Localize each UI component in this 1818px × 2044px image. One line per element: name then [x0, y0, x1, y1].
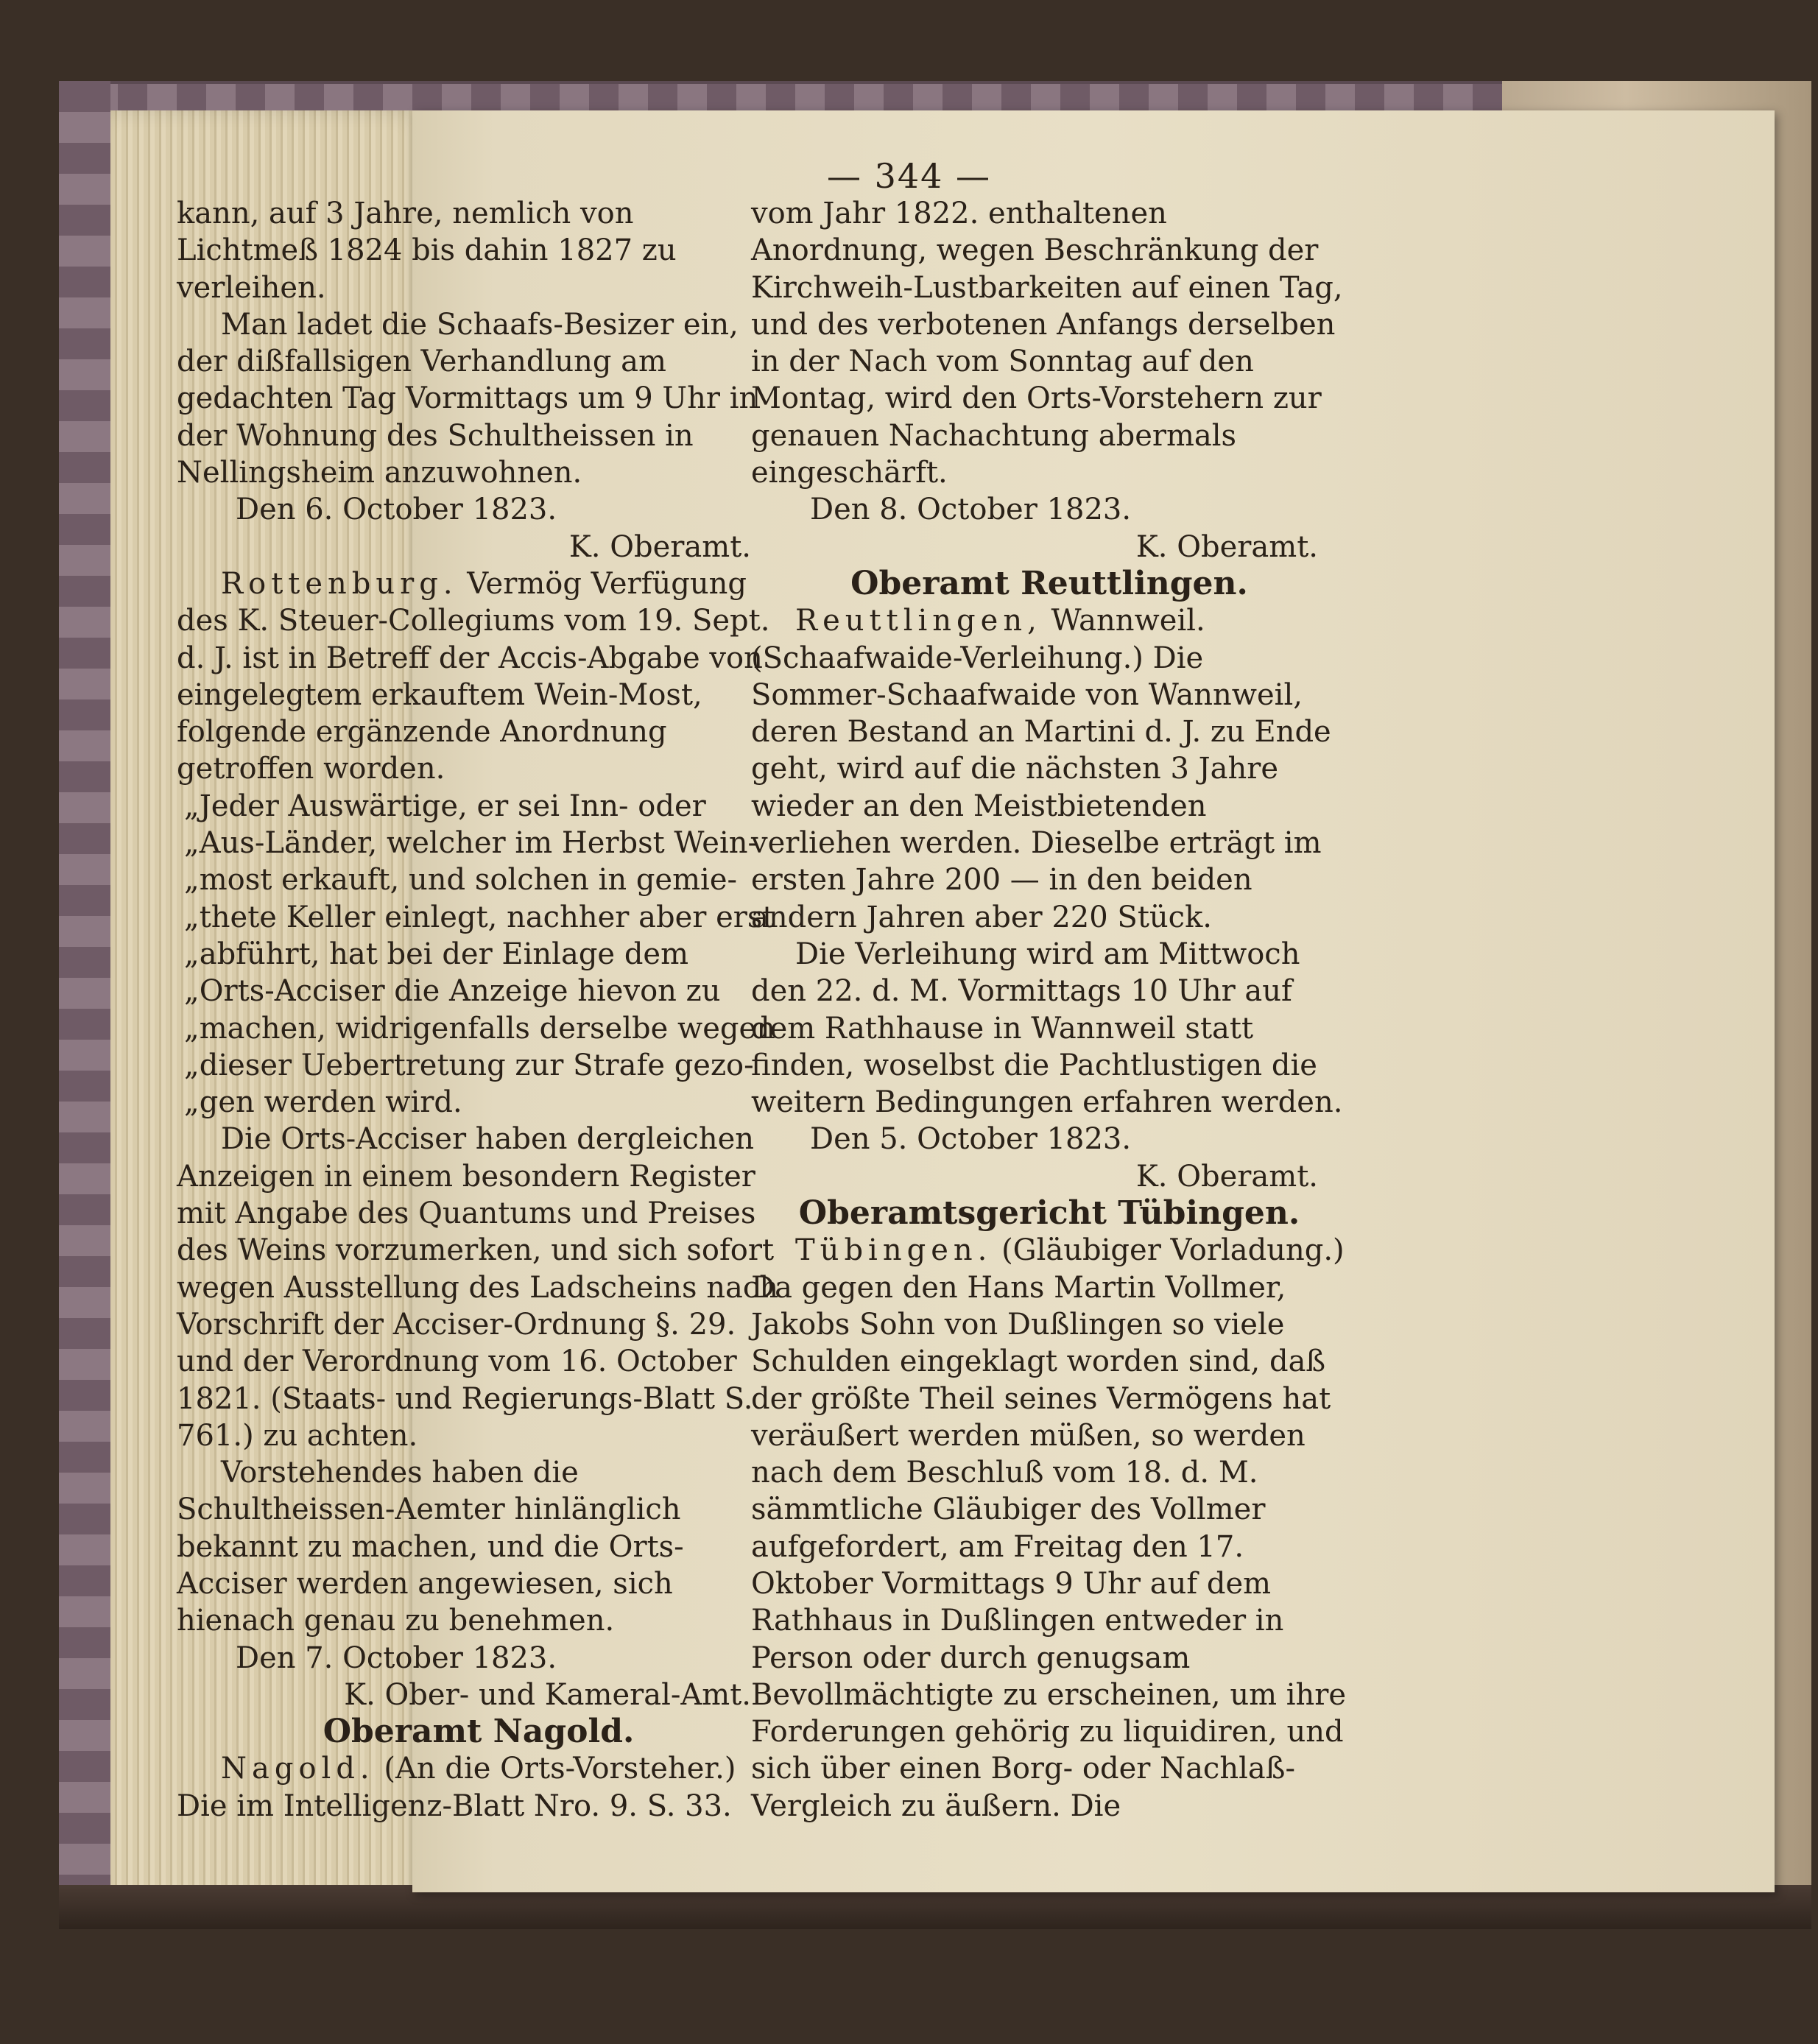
paragraph [177, 306, 781, 491]
paragraph-text: K. Oberamt. [568, 529, 751, 564]
paragraph-text: Den 5. October 1823. [810, 1122, 1132, 1157]
page-number: — 344 — [826, 156, 992, 196]
place-name: Rottenburg. [221, 566, 458, 601]
paragraph-text: „gen werden wird. [184, 1085, 462, 1120]
paragraph-text: „Orts-Acciser die Anzeige hievon zu [184, 974, 721, 1009]
paragraph-text: „thete Keller einlegt, nachher aber erst [184, 900, 775, 934]
paragraph-text: Vorstehendes haben die Schultheissen-Aemter hinlänglich bekannt zu machen, und die Orts-Acciser werden angewiesen, sich hienach genau zu benehmen. [177, 1456, 684, 1638]
paragraph-text: vom Jahr 1822. enthaltenen Anordnung, wegen Beschränkung der Kirchweih-Lustbarkeiten auf einen Tag, und des verbotenen Anfangs derselben in der Nach vom Sonntag auf den Montag, wird den Orts-Vorstehern zur genauen Nachachtung abermals eingeschärft. [751, 197, 1343, 490]
quote-line [177, 1047, 781, 1084]
paragraph-text: (Gläubiger Vorladung.) Da gegen den Hans Martin Vollmer, Jakobs Sohn von Dußlingen so viele Schulden eingeklagt worden sind, daß der größte Theil seines Vermögens hat veräußert werden müßen, so werden nach dem Beschluß vom 18. d. M. sämmtliche Gläubiger des Vollmer aufgefordert, am Freitag den 17. Oktober Vormittags 9 Uhr auf dem Rathhaus in Dußlingen entweder in Person oder durch genugsam Bevollmächtigte zu erscheinen, um ihre Forderungen gehörig zu liquidiren, und sich über einen Borg- oder Nachlaß-Vergleich zu äußern. Die [751, 1233, 1347, 1823]
paragraph-text: „most erkauft, und solchen in gemie- [184, 863, 738, 898]
date-line [177, 1640, 781, 1677]
paragraph-text: „Jeder Auswärtige, er sei Inn- oder [184, 789, 706, 823]
paragraph-text: K. Oberamt. [1135, 529, 1318, 564]
paragraph-text: Wannweil. (Schaafwaide-Verleihung.) Die Sommer-Schaafwaide von Wannweil, deren Bestand an Martini d. J. zu Ende geht, wird auf die nächsten 3 Jahre wieder an den Meistbietenden verliehen werden. Dieselbe erträgt im ersten Jahre 200 — in den beiden andern Jahren aber 220 Stück. [751, 604, 1331, 934]
date-line [751, 491, 1347, 528]
paragraph [751, 936, 1347, 1121]
paragraph [177, 1750, 781, 1787]
quote-line [177, 899, 781, 936]
paragraph [177, 1454, 781, 1639]
paragraph-text: „dieser Uebertretung zur Strafe gezo- [184, 1048, 754, 1082]
paragraph [751, 1232, 1347, 1825]
place-name: Reuttlingen, [795, 604, 1042, 638]
right-column [751, 195, 1347, 1825]
paragraph-text: K. Ober- und Kameral-Amt. [344, 1677, 751, 1712]
section-heading [177, 1713, 781, 1750]
quote-line [177, 825, 781, 861]
paragraph [177, 1121, 781, 1454]
date-line [177, 491, 781, 528]
section-heading [751, 1195, 1347, 1232]
paragraph [177, 1788, 781, 1825]
paragraph-text: Die im Intelligenz-Blatt Nro. 9. S. 33. [177, 1788, 732, 1823]
quote-line [177, 861, 781, 898]
paragraph-text: Oberamt Nagold. [323, 1713, 635, 1751]
paragraph-text: Oberamtsgericht Tübingen. [798, 1194, 1300, 1233]
signature-line [751, 529, 1347, 565]
paragraph-text: Vermög Verfügung des K. Steuer-Collegiums vom 19. Sept. d. J. ist in Betreff der Accis-Abgabe von eingelegtem erkauftem Wein-Most, folgende ergänzende Anordnung getroffen worden. [177, 566, 770, 786]
paragraph-text: K. Oberamt. [1135, 1159, 1318, 1194]
paragraph-text: Oberamt Reuttlingen. [850, 564, 1248, 602]
paragraph-text: Den 6. October 1823. [236, 493, 557, 527]
paragraph [177, 565, 781, 788]
paragraph [177, 195, 781, 306]
paragraph-text: Den 8. October 1823. [810, 493, 1132, 527]
left-column [177, 195, 781, 1825]
paragraph [751, 602, 1347, 936]
quote-line [177, 1010, 781, 1047]
paragraph [751, 195, 1347, 491]
paragraph-text: kann, auf 3 Jahre, nemlich von Lichtmeß 1824 bis dahin 1827 zu verleihen. [177, 197, 677, 305]
section-heading [751, 565, 1347, 602]
place-name: Nagold. [221, 1752, 375, 1786]
paragraph-text: „Aus-Länder, welcher im Herbst Wein- [184, 826, 758, 861]
paragraph-text: Die Verleihung wird am Mittwoch den 22. d. M. Vormittags 10 Uhr auf dem Rathhause in Wannweil statt finden, woselbst die Pachtlustigen die weitern Bedingungen erfahren werden. [751, 937, 1343, 1120]
paragraph-text: (An die Orts-Vorsteher.) [374, 1752, 736, 1786]
place-name: Tübingen. [795, 1233, 993, 1268]
quote-line [177, 1084, 781, 1121]
paragraph-text: „machen, widrigenfalls derselbe wegen [184, 1011, 775, 1046]
quote-line [177, 788, 781, 825]
book-cover-left-edge [59, 81, 110, 1914]
quote-line [177, 936, 781, 973]
paragraph-text: Den 7. October 1823. [236, 1641, 557, 1675]
date-line [751, 1121, 1347, 1157]
signature-line [177, 1677, 781, 1713]
signature-line [751, 1158, 1347, 1195]
signature-line [177, 529, 781, 565]
paragraph-text: Die Orts-Acciser haben dergleichen Anzeigen in einem besondern Register mit Angabe des Quantums und Preises des Weins vorzumerken, und sich sofort wegen Ausstellung des Ladscheins nach Vorschrift der Acciser-Ordnung §. 29. und der Verordnung vom 16. October 1821. (Staats- und Regierungs-Blatt S. 761.) zu achten. [177, 1122, 779, 1453]
paragraph-text: Man ladet die Schaafs-Besizer ein, der dißfallsigen Verhandlung am gedachten Tag Vormittags um 9 Uhr in der Wohnung des Schultheissen in Nellingsheim anzuwohnen. [177, 307, 758, 490]
paragraph-text: „abführt, hat bei der Einlage dem [184, 937, 689, 971]
quote-line [177, 973, 781, 1009]
